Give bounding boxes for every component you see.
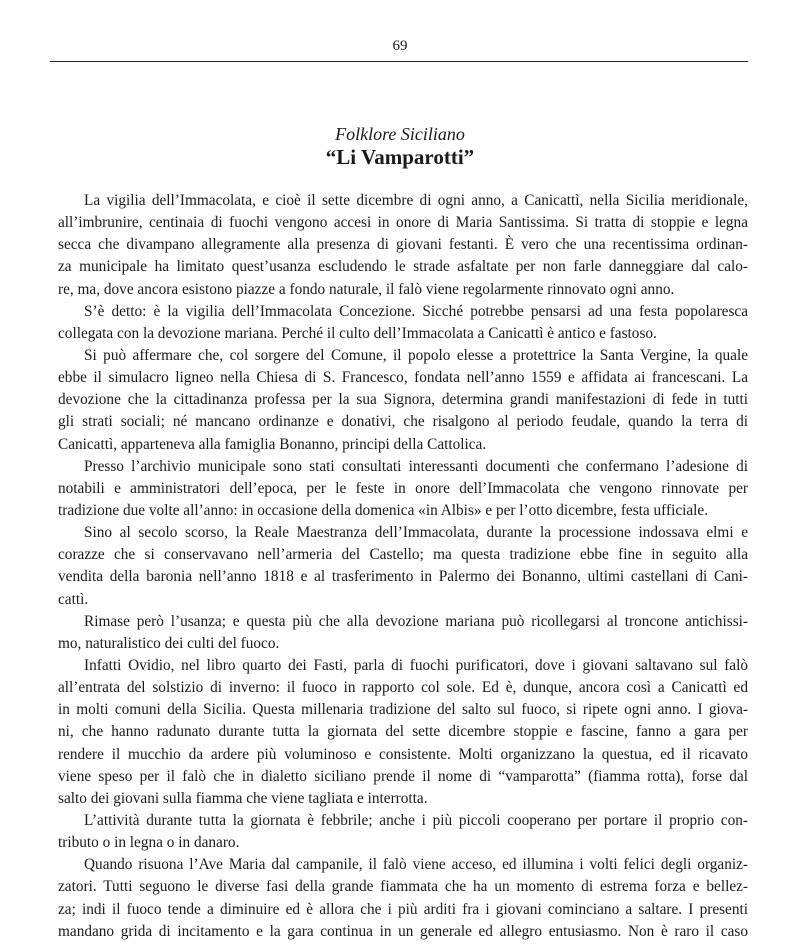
text-line: Presso l’archivio municipale sono stati consultati interessanti documenti che confermano l’adesione di [84,457,748,475]
text-line: salto dei giovani sulla fiamma che viene tagliata e interrotta. [58,789,428,807]
page-number: 69 [392,38,408,54]
text-line: viene speso per il falò che in dialetto siciliano prende il nome di “vamparotta” (fiamma rotta), forse dal [58,767,748,785]
text-line: S’è detto: è la vigilia dell’Immacolata Concezione. Sicché potrebbe pensarsi ad una festa popolaresca [84,302,748,320]
paragraph [58,810,748,854]
text-line: za municipale ha limitato quest’usanza escludendo le strade asfaltate per non farle danneggiare dal calo- [58,258,748,276]
text-line: mo, naturalistico dei culti del fuoco. [58,634,280,652]
text-line: notabili e amministratori dell’epoca, per le feste in onore dell’Immacolata che vengono rinnovate per [58,479,748,497]
paragraph [58,611,748,655]
text-line: cattì. [58,590,89,608]
article-body [58,190,748,943]
text-line: corazze che si conservavano nell’armeria del Castello; ma questa tradizione ebbe fine in seguito alla [58,546,748,564]
text-line: collegata con la devozione mariana. Perché il culto dell’Immacolata a Canicattì è antico e fastoso. [58,324,657,342]
text-line: tributo o in legna o in danaro. [58,834,240,852]
article-title: “Li Vamparotti” [325,145,475,169]
article-kicker: Folklore Siciliano [335,124,465,144]
text-line: mandano grida di incitamento e la gara continua in un generale ed allegro entusiasmo. Non è raro il caso [58,922,748,940]
paragraph [58,301,748,345]
text-line: Sino al secolo scorso, la Reale Maestranza dell’Immacolata, durante la processione indossava elmi e [84,524,748,542]
text-line: all’imbrunire, centinaia di fuochi vengono accesi in onore di Maria Santissima. Si tratta di stoppie e legna [58,214,748,232]
text-line: ni, che hanno radunato durante tutta la giornata del sette dicembre stoppie e fascine, fanno a gara per [58,723,748,741]
paragraph [58,190,748,301]
text-line: all’entrata del solstizio di inverno: il fuoco in rapporto col sole. Ed è, dunque, ancora così a Canicattì ed [58,679,748,697]
header-rule [50,61,748,62]
paragraph [58,456,748,522]
text-line: Si può affermare che, col sorgere del Comune, il popolo elesse a protettrice la Santa Vergine, la quale [84,346,748,364]
text-line: gli strati sociali; né mancano ordinanze e donativi, che risalgono al periodo feudale, quando la terra di [58,413,748,431]
text-line: Canicattì, apparteneva alla famiglia Bonanno, principi della Cattolica. [58,435,487,453]
text-line: za; indi il fuoco tende a diminuire ed è allora che i più arditi fra i giovani cominciano a saltare. I presenti [58,900,748,918]
text-line: Rimase però l’usanza; e questa più che alla devozione mariana può ricollegarsi al troncone antichissi- [84,612,748,630]
text-line: La vigilia dell’Immacolata, e cioè il sette dicembre di ogni anno, a Canicattì, nella Sicilia meridionale, [84,192,748,209]
text-line: Quando risuona l’Ave Maria dal campanile, il falò viene acceso, ed illumina i volti felici degli organiz- [84,856,748,874]
text-line: re, ma, dove ancora esistono piazze a fondo naturale, il falò viene regolarmente rinnovato ogni anno. [58,280,675,298]
text-line: rendere il mucchio da ardere più voluminoso e consistente. Molti organizzano la questua, ed il ricavato [58,745,748,763]
paragraph [58,522,748,611]
text-line: devozione che la cittadinanza professa per la sua Signora, determina grandi manifestazioni di fede in tutti [58,391,748,409]
text-line: zatori. Tutti seguono le diverse fasi della grande fiammata che ha un momento di estrema forza e bellez- [58,878,748,896]
text-line: tradizione due volte all’anno: in occasione della domenica «in Albis» e per l’otto dicembre, festa ufficiale. [58,501,709,519]
paragraph [58,345,748,456]
paragraph [58,655,748,810]
paragraph [58,854,748,943]
text-line: in molti comuni della Sicilia. Questa millenaria tradizione del salto sul fuoco, si ripete ogni anno. I giova- [58,701,748,719]
text-line: ebbe il simulacro ligneo nella Chiesa di S. Francesco, fondata nell’anno 1559 e affidata ai francescani. La [58,369,748,387]
text-line: vendita della baronia nell’anno 1818 e al trasferimento in Palermo dei Bonanno, ultimi castellani di Cani- [58,568,748,586]
text-line: L’attività durante tutta la giornata è febbrile; anche i più piccoli cooperano per portare il proprio con- [84,811,748,829]
text-line: Infatti Ovidio, nel libro quarto dei Fasti, parla di fuochi purificatori, dove i giovani saltavano sul falò [84,656,748,674]
text-line: secca che divampano allegramente alla presenza di giovani festanti. È vero che una recentissima ordinan- [58,236,748,254]
